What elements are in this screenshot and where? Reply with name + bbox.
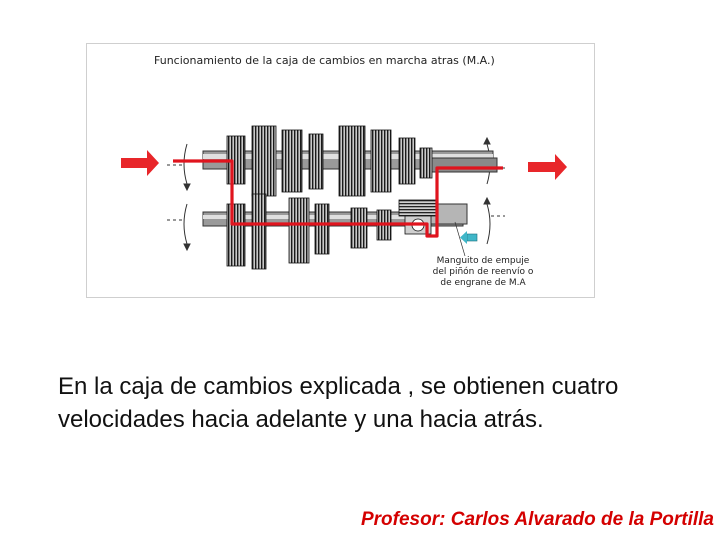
callout-line-1: Manguito de empuje — [436, 256, 530, 266]
callout-line-2: del piñón de reenvío o — [432, 267, 534, 277]
reverse-idler — [399, 200, 437, 234]
input-arrow-icon — [121, 150, 159, 176]
callout-label — [423, 256, 543, 289]
footer-author: Profesor: Carlos Alvarado de la Portilla — [360, 509, 714, 530]
figure-title: Funcionamiento de la caja de cambios en marcha atras (M.A.) — [154, 54, 495, 67]
gearbox-figure — [86, 43, 595, 298]
indicator-arrow-icon — [460, 231, 477, 244]
lower-gears — [227, 194, 391, 269]
body-text: En la caja de cambios explicada , se obtienen cuatro velocidades hacia adelante y una hacia atrás. — [58, 373, 619, 433]
output-arrow-icon — [528, 154, 567, 180]
callout-line-3: de engrane de M.A — [440, 278, 526, 288]
